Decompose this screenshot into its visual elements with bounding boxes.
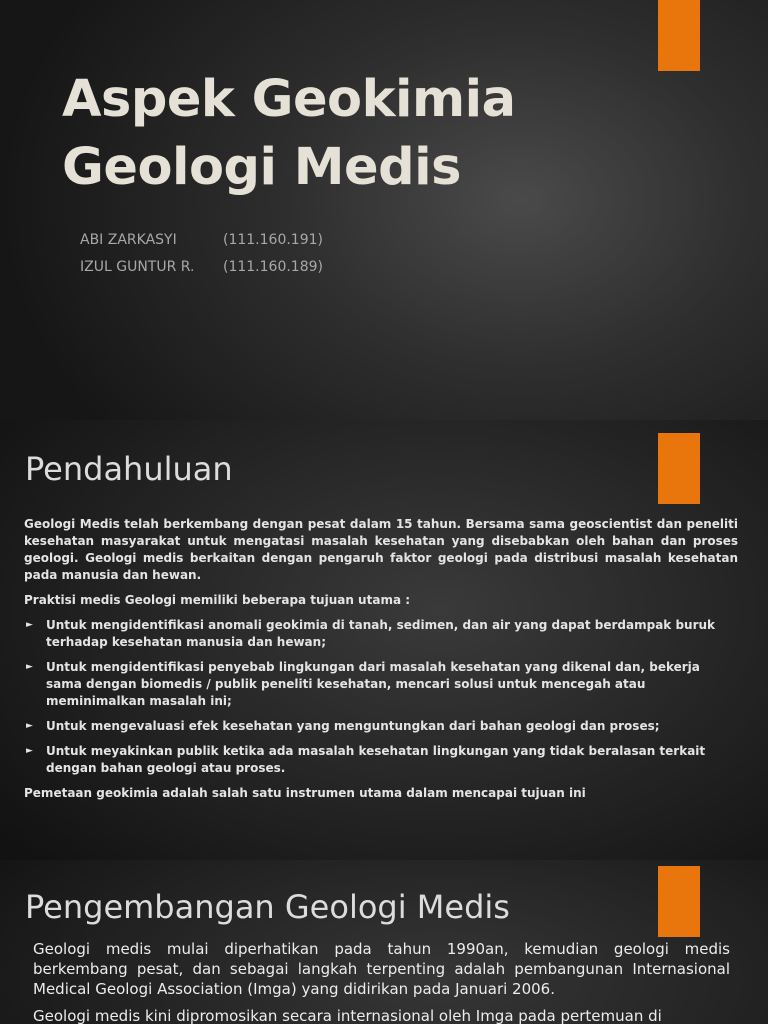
- bullet-arrow-icon: ►: [26, 662, 33, 672]
- title-line-1: Aspek Geokimia: [62, 70, 516, 129]
- list-item: [24, 617, 738, 651]
- bullet-arrow-icon: ►: [26, 746, 33, 756]
- author-id: (111.160.191): [223, 232, 323, 248]
- paragraph: Geologi medis kini dipromosikan secara internasional oleh Imga pada pertemuan di: [33, 1007, 662, 1024]
- slide-title: Pendahuluan: [25, 450, 233, 488]
- goals-list: [24, 617, 738, 777]
- slide-body: [33, 939, 730, 1024]
- intro-paragraph: Geologi Medis telah berkembang dengan pesat dalam 15 tahun. Bersama sama geoscientist dan peneliti kesehatan masyarakat untuk mengatasi masalah kesehatan yang disebabkan oleh bahan dan proses geologi. Geologi medis berkaitan dengan pengaruh faktor geologi pada distribusi masalah kesehatan pada manusia dan hewan.: [24, 517, 738, 582]
- list-item: [24, 743, 738, 777]
- introduction-slide: [0, 420, 768, 860]
- list-item-text: Untuk mengidentifikasi anomali geokimia di tanah, sedimen, dan air yang dapat berdampak buruk terhadap kesehatan manusia dan hewan;: [46, 618, 716, 649]
- list-item-text: Untuk meyakinkan publik ketika ada masalah kesehatan lingkungan yang tidak beralasan terkait dengan bahan geologi atau proses.: [46, 744, 706, 775]
- accent-bar: [658, 866, 700, 937]
- development-slide: [0, 860, 768, 1024]
- author-row: [80, 258, 323, 285]
- accent-bar: [658, 0, 700, 71]
- author-row: [80, 231, 323, 258]
- bullet-arrow-icon: ►: [26, 620, 33, 630]
- presentation-title: [62, 66, 516, 202]
- author-list: [80, 231, 323, 285]
- author-name: ABI ZARKASYI: [80, 232, 177, 248]
- list-item-text: Untuk mengidentifikasi penyebab lingkungan dari masalah kesehatan yang dikenal dan, bekerja sama dengan biomedis / publik peneliti kesehatan, mencari solusi untuk mencegah atau meminimalkan masalah ini;: [46, 660, 700, 708]
- slide-title: Pengembangan Geologi Medis: [25, 888, 510, 926]
- paragraph: Geologi medis mulai diperhatikan pada tahun 1990an, kemudian geologi medis berkembang pesat, dan sebagai langkah terpenting adalah pembangunan Internasional Medical Geologi Association (Imga) yang didirikan pada Januari 2006.: [33, 940, 730, 998]
- slide-body: [24, 516, 738, 810]
- list-item: [24, 718, 738, 735]
- closing-paragraph: Pemetaan geokimia adalah salah satu instrumen utama dalam mencapai tujuan ini: [24, 786, 586, 800]
- title-slide: [0, 0, 768, 420]
- author-name: IZUL GUNTUR R.: [80, 259, 195, 275]
- author-id: (111.160.189): [223, 259, 323, 275]
- list-item: [24, 659, 738, 710]
- bullet-arrow-icon: ►: [26, 721, 33, 731]
- title-line-2: Geologi Medis: [62, 138, 461, 197]
- accent-bar: [658, 433, 700, 504]
- lead-paragraph: Praktisi medis Geologi memiliki beberapa tujuan utama :: [24, 593, 411, 607]
- list-item-text: Untuk mengevaluasi efek kesehatan yang menguntungkan dari bahan geologi dan proses;: [46, 719, 660, 733]
